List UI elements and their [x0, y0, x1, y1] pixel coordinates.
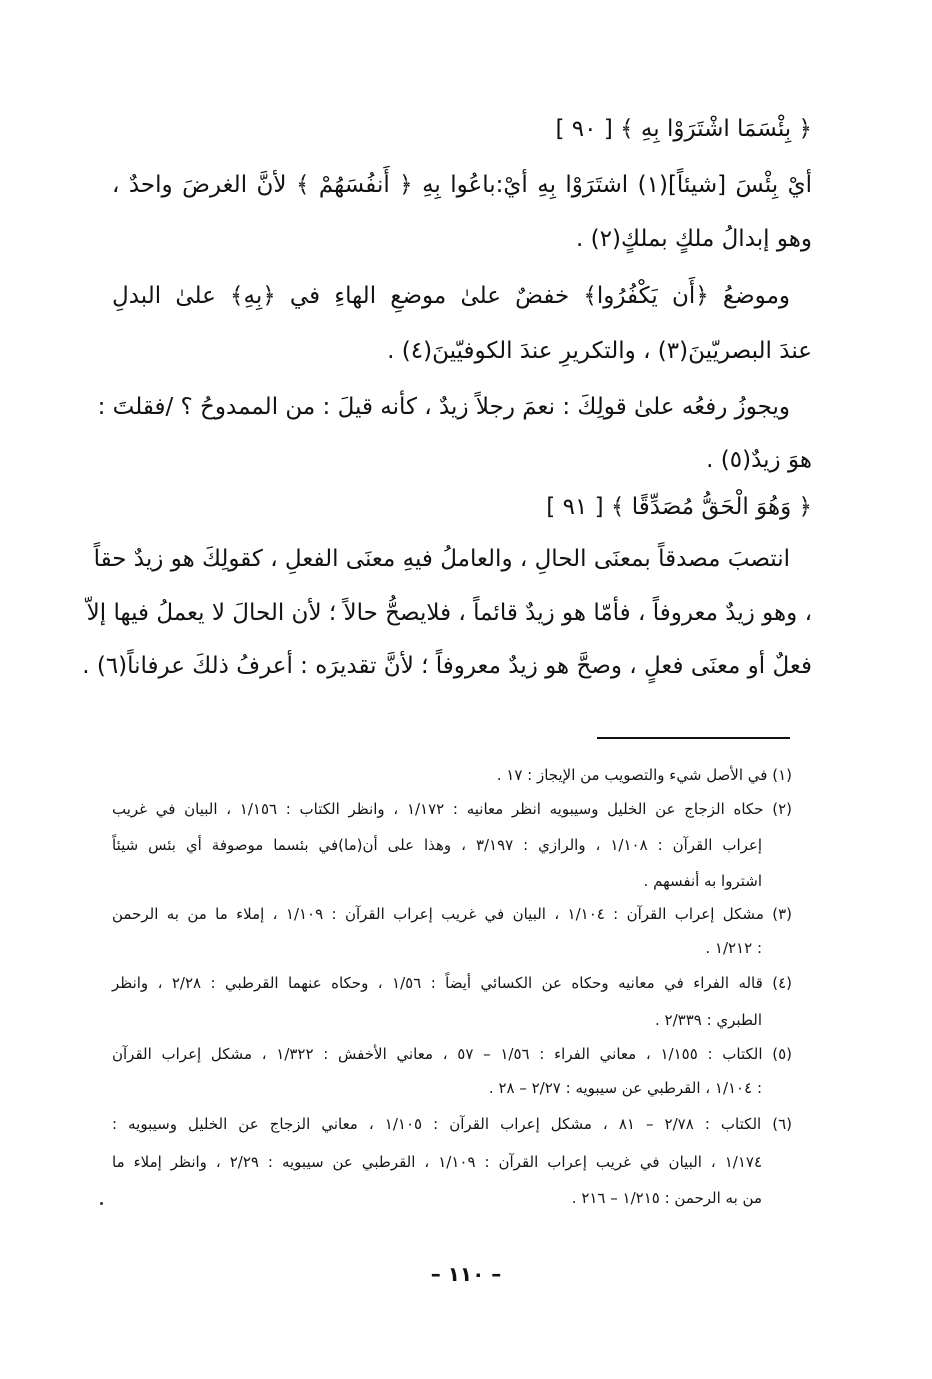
footnote-line: (٥) الكتاب : ١/١٥٥ ، معاني الفراء : ١/٥٦ – ٥٧ ، معاني الأخفش : ١/٣٢٢ ، مشكل إعراب القرآن	[112, 1045, 792, 1063]
body-line: وموضعُ ﴿أَن يَكْفُرُوا﴾ خفضٌ علىٰ موضعِ الهاءِ في ﴿بِهِ﴾ علىٰ البدلِ	[112, 283, 790, 309]
footnote-line: اشتروا به أنفسهم .	[643, 872, 762, 890]
footnote-line: : ١/٢١٢ .	[705, 939, 762, 957]
body-line: ويجوزُ رفعُه علىٰ قولِكَ : نعمَ رجلاً زيدٌ ، كأنه قيلَ : من الممدوحُ ؟ /فقلتَ :	[97, 394, 790, 420]
scan-speck	[100, 1202, 103, 1205]
body-line: انتصبَ مصدقاً بمعنَى الحالِ ، والعاملُ فيهِ معنَى الفعلِ ، كقولِكَ هو زيدٌ حقاً	[93, 546, 790, 572]
footnote-line: (٤) قاله الفراء في معانيه وحكاه عن الكسائي أيضاً : ١/٥٦ ، وحكاه عنهما القرطبي : ٢/٢٨ ، وانظر	[112, 974, 792, 992]
footnote-line: الطبري : ٢/٣٣٩ .	[654, 1011, 762, 1029]
footnote-line: (١) في الأصل شيء والتصويب من الإيجاز : ١٧ .	[496, 766, 792, 784]
footnote-line: (٢) حكاه الزجاج عن الخليل وسيبويه انظر معانيه : ١/١٧٢ ، وانظر الكتاب : ١/١٥٦ ، البيان في غريب	[112, 800, 792, 818]
body-line: ، وهو زيدٌ معروفاً ، فأمّا هو زيدٌ قائماً ، فلايصحُّ حالاً ؛ لأن الحالَ لا يعملُ فيها إلاّ	[86, 600, 812, 626]
body-line: وهو إبدالُ ملكٍ بملكٍ(٢) .	[576, 226, 812, 252]
footnote-line: ١/١٧٤ ، البيان في غريب إعراب القرآن : ١/١٠٩ ، القرطبي عن سيبويه : ٢/٢٩ ، وانظر إملاء ما	[112, 1153, 762, 1171]
footnote-line: (٣) مشكل إعراب القرآن : ١/١٠٤ ، البيان في غريب إعراب القرآن : ١/١٠٩ ، إملاء ما من به الرحمن	[112, 905, 792, 923]
verse-heading-90: ﴿ بِئْسَمَا اشْتَرَوْا بِهِ ﴾ [ ٩٠ ]	[555, 116, 812, 142]
body-line: عندَ البصريّينَ(٣) ، والتكريرِ عندَ الكوفيّينَ(٤) .	[387, 338, 812, 364]
body-line: أيْ بِئْسَ [شيئاً](١) اشتَرَوْا بِهِ أيْ:باعُوا بِهِ ﴿ أَنفُسَهُمْ ﴾ لأنَّ الغرضَ واحدٌ ،	[112, 172, 812, 198]
footnote-line: من به الرحمن : ١/٢١٥ – ٢١٦ .	[571, 1189, 762, 1207]
footnote-line: إعراب القرآن : ١/١٠٨ ، والرازي : ٣/١٩٧ ، وهذا على أن(ما)في بئسما موصوفة أي بئس شيئاً	[112, 836, 763, 854]
footnote-line: : ١/١٠٤ ، القرطبي عن سيبويه : ٢/٢٧ – ٢٨ .	[488, 1079, 762, 1097]
body-line: فعلٌ أو معنَى فعلٍ ، وصحَّ هو زيدٌ معروفاً ؛ لأنَّ تقديرَه : أعرفُ ذلكَ عرفاناً(٦) .	[82, 653, 812, 679]
body-line: هوَ زيدٌ(٥) .	[706, 447, 812, 473]
footnote-line: (٦) الكتاب : ٢/٧٨ – ٨١ ، مشكل إعراب القرآن : ١/١٠٥ ، معاني الزجاج عن الخليل وسيبويه :	[112, 1115, 793, 1133]
verse-heading-91: ﴿ وَهُوَ الْحَقُّ مُصَدِّقًا ﴾ [ ٩١ ]	[546, 494, 812, 520]
footnote-separator	[597, 737, 790, 739]
page-number: – ١١٠ –	[430, 1262, 502, 1286]
